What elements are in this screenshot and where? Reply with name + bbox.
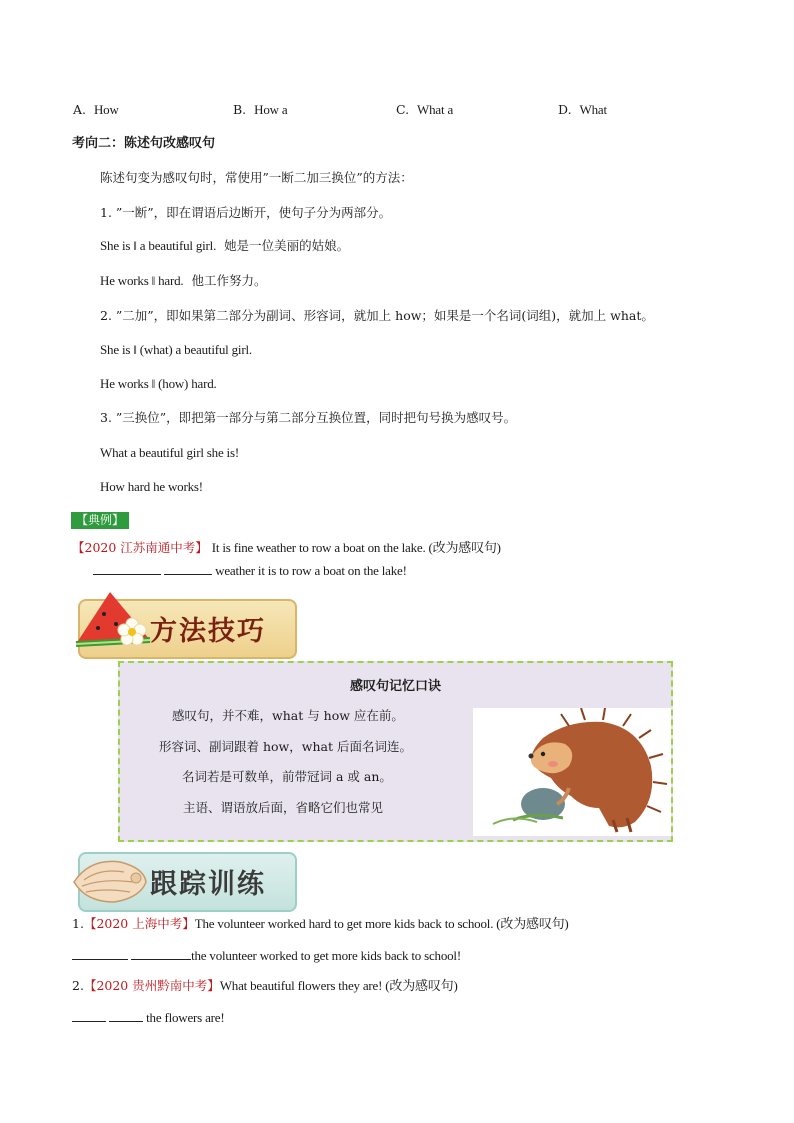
practice-banner-title: 跟踪训练	[150, 869, 266, 900]
step3-title: 3. ”三换位”，即把第一部分与第二部分互换位置，同时把句号换为感叹号。	[100, 410, 517, 425]
practice-question-2: 2.【2020 贵州黔南中考】What beautiful flowers they are! (改为感叹句)	[72, 978, 458, 993]
practice-answer-2: the flowers are!	[72, 1009, 225, 1026]
mnemonic-line: 形容词、副词跟着 how，what 后面名词连。	[159, 739, 412, 754]
option-a: A. How	[73, 102, 119, 117]
step2-example2: He works ‖ (how) hard.	[100, 376, 217, 391]
step2-example1: She is ‖ (what) a beautiful girl.	[100, 342, 252, 357]
practice-answer-1: the volunteer worked to get more kids back to school!	[72, 947, 461, 964]
answer-blank[interactable]	[72, 947, 128, 960]
step1-example2: He works ‖ hard. 他工作努力。	[100, 273, 267, 288]
answer-blank[interactable]	[131, 947, 191, 960]
example-question: 【2020 江苏南通中考】 It is fine weather to row a boat on the lake. (改为感叹句)	[72, 540, 501, 555]
hedgehog-icon	[473, 708, 671, 836]
section-heading: 考向二：陈述句改感叹句	[72, 136, 216, 151]
step1-example1: She is ‖ a beautiful girl. 她是一位美丽的姑娘。	[100, 238, 350, 253]
watermelon-icon	[70, 586, 160, 658]
answer-blank[interactable]	[164, 562, 212, 575]
mnemonic-line: 名词若是可数单，前带冠词 a 或 an。	[182, 769, 392, 784]
step3-example2: How hard he works!	[100, 479, 203, 494]
example-tag: 【典例】	[71, 512, 129, 529]
practice-question-1: 1.【2020 上海中考】The volunteer worked hard to get more kids back to school. (改为感叹句)	[72, 916, 569, 931]
option-b: B. How a	[233, 102, 288, 117]
method-banner-title: 方法技巧	[150, 616, 266, 647]
mnemonic-title: 感叹句记忆口诀	[349, 679, 441, 694]
answer-blank[interactable]	[72, 1009, 106, 1022]
mnemonic-line: 感叹句，并不难，what 与 how 应在前。	[172, 708, 404, 723]
seashell-icon	[70, 852, 150, 908]
mnemonic-line: 主语、谓语放后面，省略它们也常见	[183, 800, 384, 815]
option-c: C. What a	[396, 102, 454, 117]
step3-example1: What a beautiful girl she is!	[100, 445, 239, 460]
hedgehog-illustration	[473, 708, 671, 836]
answer-blank[interactable]	[93, 562, 161, 575]
option-d: D. What	[558, 102, 607, 117]
example-answer-line: weather it is to row a boat on the lake!	[93, 562, 407, 579]
step2-title: 2. ”二加”，即如果第二部分为副词、形容词，就加上 how；如果是一个名词(词组)，就加上 what。	[100, 308, 654, 323]
answer-blank[interactable]	[109, 1009, 143, 1022]
step1-title: 1. ”一断”，即在谓语后边断开，使句子分为两部分。	[100, 205, 392, 220]
intro-text: 陈述句变为感叹句时，常使用”一断二加三换位”的方法：	[100, 170, 413, 185]
